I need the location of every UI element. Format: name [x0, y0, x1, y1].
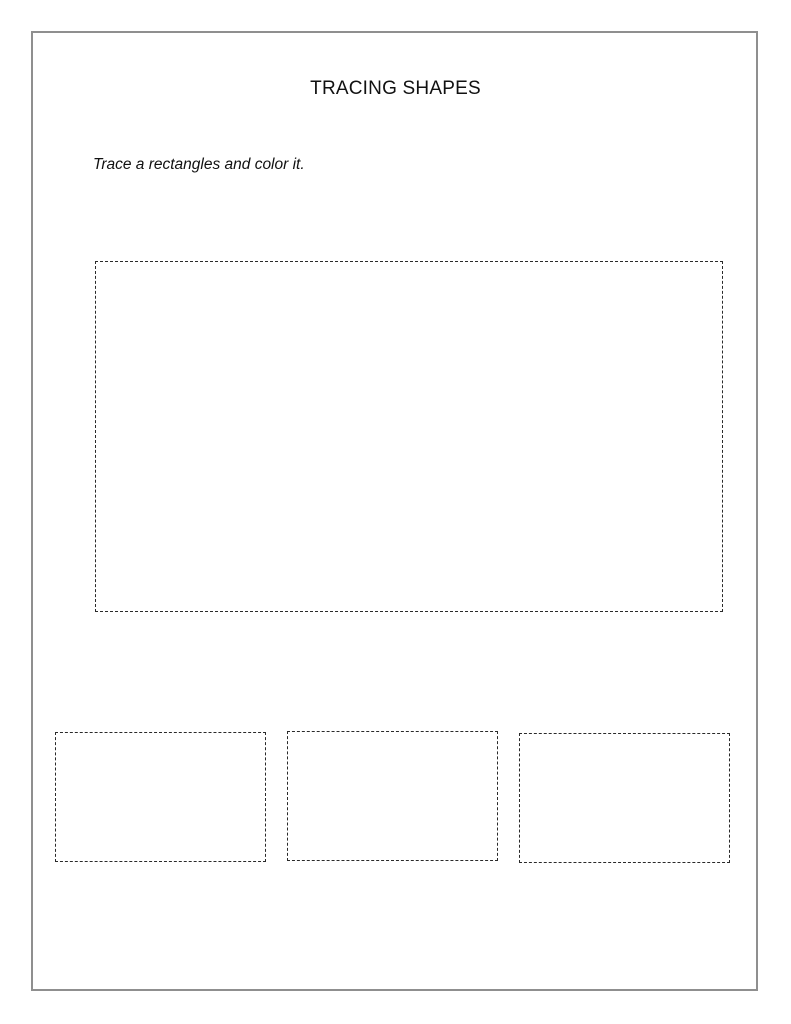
small-dashed-rectangle-3 [519, 733, 730, 863]
small-dashed-rectangle-1 [55, 732, 266, 862]
worksheet-title: TRACING SHAPES [310, 78, 481, 99]
large-dashed-rectangle [95, 261, 723, 612]
small-dashed-rectangle-2 [287, 731, 498, 861]
worksheet-instruction: Trace a rectangles and color it. [93, 156, 305, 173]
